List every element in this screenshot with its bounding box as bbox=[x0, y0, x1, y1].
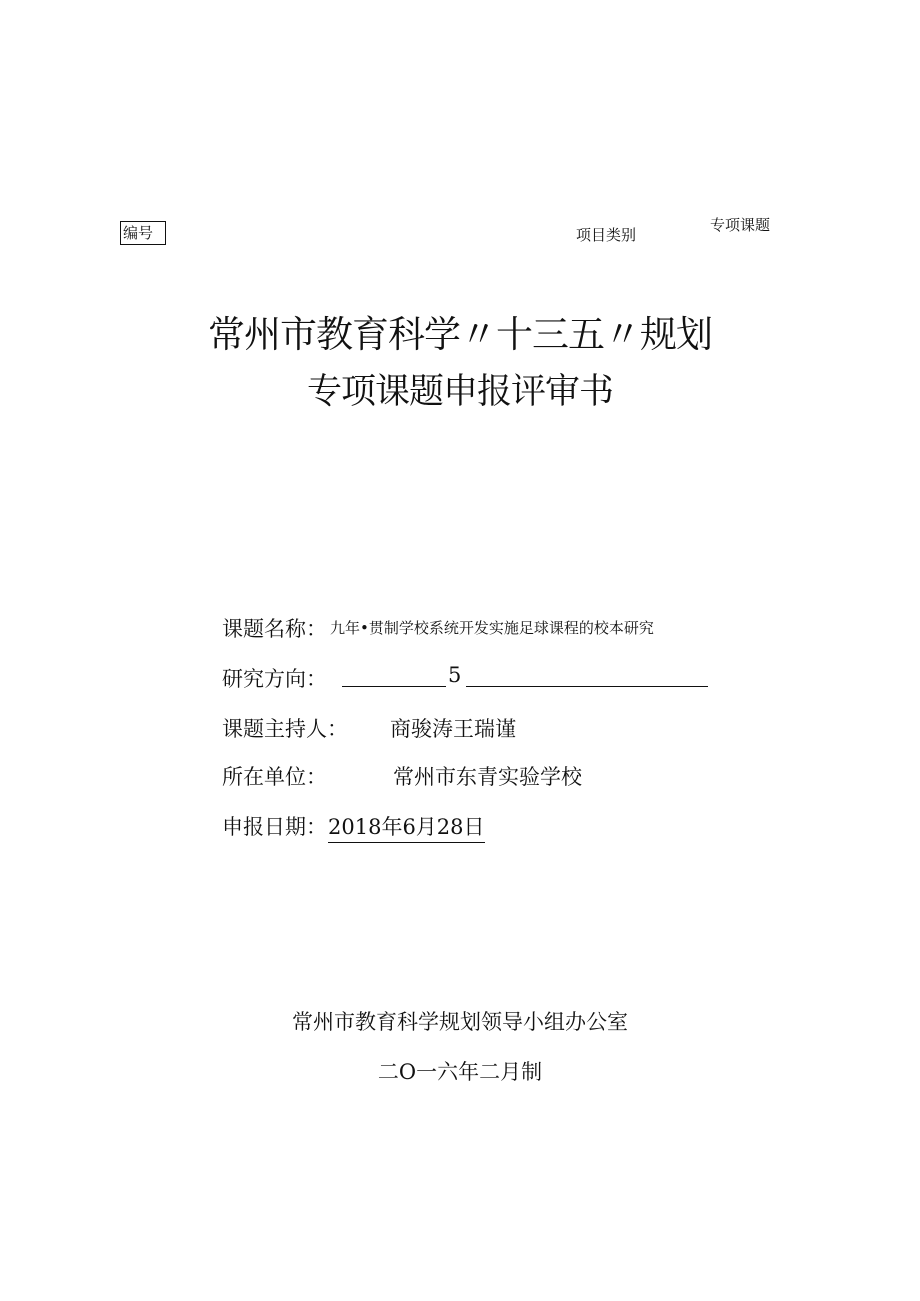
document-title-line1: 常州市教育科学〃十三五〃规划 bbox=[208, 313, 712, 356]
topic-name-label: 课题名称： bbox=[222, 617, 327, 641]
unit-label: 所在单位： bbox=[222, 765, 327, 789]
issuing-office: 常州市教育科学规划领导小组办公室 bbox=[292, 1010, 628, 1034]
category-value: 专项课题 bbox=[710, 216, 771, 234]
host-label: 课题主持人： bbox=[222, 717, 348, 741]
topic-name-value: 九年•贯制学校系统开发实施足球课程的校本研究 bbox=[330, 619, 654, 637]
category-label: 项目类别 bbox=[576, 226, 637, 244]
research-direction-value: 5 bbox=[448, 663, 462, 687]
date-label: 申报日期： bbox=[222, 815, 327, 839]
research-direction-label: 研究方向： bbox=[222, 667, 327, 691]
code-field: 编号 bbox=[120, 221, 166, 245]
host-value: 商骏涛王瑞谨 bbox=[390, 717, 516, 741]
date-value: 2018年6月28日 bbox=[328, 811, 485, 843]
research-direction-underline-right bbox=[466, 686, 708, 687]
made-date: 二O一六年二月制 bbox=[377, 1060, 543, 1084]
document-title-line2: 专项课题申报评审书 bbox=[306, 372, 613, 412]
research-direction-underline-left bbox=[342, 686, 446, 687]
unit-value: 常州市东青实验学校 bbox=[393, 765, 582, 789]
